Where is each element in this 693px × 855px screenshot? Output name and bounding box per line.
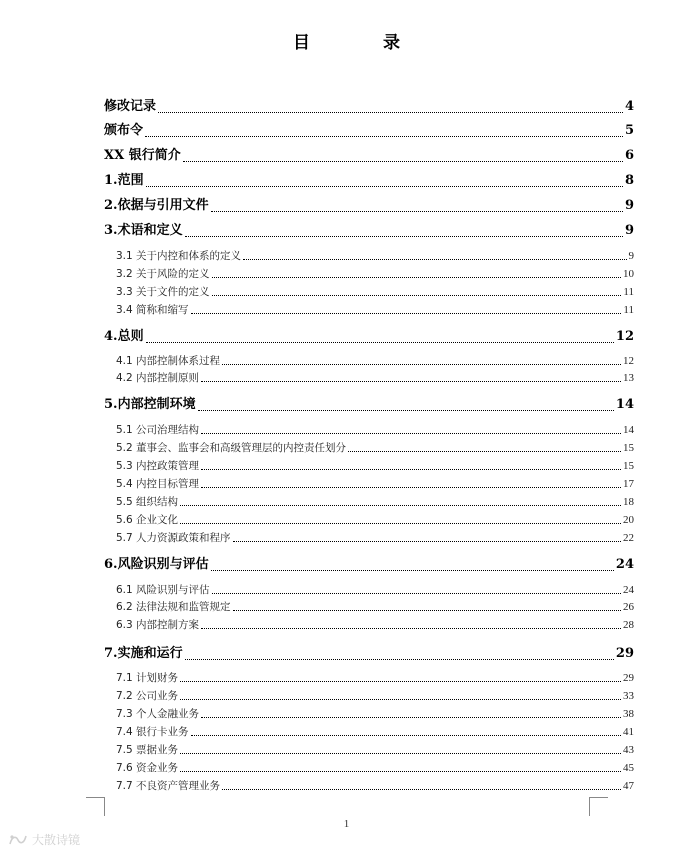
toc-entry-title: 6.2 法律法规和监管规定 <box>116 601 231 613</box>
toc-dot-leader <box>212 592 621 594</box>
toc-chapter-entry[interactable] <box>104 556 634 574</box>
page-corner-mark-right <box>589 797 608 816</box>
toc-chapter-entry[interactable] <box>104 328 634 346</box>
toc-entry-page: 29 <box>623 672 634 684</box>
toc-entry-page: 10 <box>623 268 634 280</box>
toc-section-entry[interactable] <box>116 513 634 527</box>
toc-entry-title: 3.术语和定义 <box>104 223 183 238</box>
toc-entry-page: 38 <box>623 708 634 720</box>
toc-entry-title: 7.1 计划财务 <box>116 672 179 684</box>
toc-entry-title: 修改记录 <box>104 99 157 114</box>
toc-section-entry[interactable] <box>116 267 634 281</box>
toc-entry-page: 20 <box>623 514 634 526</box>
toc-entry-page: 47 <box>623 780 634 792</box>
toc-dot-leader <box>180 504 621 506</box>
toc-dot-leader <box>185 658 614 660</box>
toc-entry-page: 43 <box>623 744 634 756</box>
toc-dot-leader <box>185 235 623 237</box>
toc-entry-title: 4.总则 <box>104 329 144 344</box>
toc-entry-page: 24 <box>623 584 634 596</box>
toc-dot-leader <box>146 185 623 187</box>
toc-section-entry[interactable] <box>116 707 634 721</box>
toc-entry-page: 5 <box>624 123 634 138</box>
toc-section-entry[interactable] <box>116 441 634 455</box>
toc-entry-title: 3.1 关于内控和体系的定义 <box>116 250 242 262</box>
toc-entry-page: 14 <box>623 424 634 436</box>
toc-dot-leader <box>201 627 621 629</box>
toc-dot-leader <box>201 432 621 434</box>
toc-entry-title: 5.7 人力资源政策和程序 <box>116 532 231 544</box>
toc-chapter-entry[interactable] <box>104 197 634 215</box>
toc-entry-title: 7.6 资金业务 <box>116 762 179 774</box>
toc-entry-title: 5.4 内控目标管理 <box>116 478 200 490</box>
toc-entry-page: 17 <box>623 478 634 490</box>
toc-dot-leader <box>158 111 623 113</box>
toc-entry-page: 45 <box>623 762 634 774</box>
toc-entry-title: 7.7 不良资产管理业务 <box>116 780 221 792</box>
toc-section-entry[interactable] <box>116 671 634 685</box>
toc-dot-leader <box>222 363 621 365</box>
toc-entry-page: 15 <box>623 442 634 454</box>
toc-section-entry[interactable] <box>116 761 634 775</box>
toc-section-entry[interactable] <box>116 459 634 473</box>
toc-dot-leader <box>243 258 626 260</box>
toc-dot-leader <box>191 312 622 314</box>
toc-dot-leader <box>183 160 623 162</box>
toc-entry-page: 15 <box>623 460 634 472</box>
page-title: 目 录 <box>293 33 428 53</box>
toc-entry-title: 4.2 内部控制原则 <box>116 372 200 384</box>
toc-dot-leader <box>146 341 614 343</box>
toc-entry-title: 1.范围 <box>104 173 144 188</box>
toc-chapter-entry[interactable] <box>104 222 634 240</box>
toc-entry-title: 6.风险识别与评估 <box>104 557 209 572</box>
toc-dot-leader <box>211 569 614 571</box>
toc-section-entry[interactable] <box>116 618 634 632</box>
toc-entry-page: 12 <box>623 355 634 367</box>
toc-entry-title: 颁布令 <box>104 123 144 138</box>
toc-dot-leader <box>180 770 621 772</box>
toc-entry-page: 18 <box>623 496 634 508</box>
toc-entry-page: 8 <box>624 173 634 188</box>
toc-entry-page: 13 <box>623 372 634 384</box>
toc-section-entry[interactable] <box>116 285 634 299</box>
toc-entry-title: 5.3 内控政策管理 <box>116 460 200 472</box>
toc-dot-leader <box>180 680 621 682</box>
toc-dot-leader <box>201 716 621 718</box>
toc-section-entry[interactable] <box>116 423 634 437</box>
toc-entry-page: 6 <box>624 148 634 163</box>
toc-dot-leader <box>180 752 621 754</box>
toc-entry-title: 7.4 银行卡业务 <box>116 726 189 738</box>
toc-chapter-entry[interactable] <box>104 147 634 165</box>
toc-dot-leader <box>201 380 621 382</box>
toc-entry-page: 12 <box>615 329 634 344</box>
toc-entry-title: 5.2 董事会、监事会和高级管理层的内控责任划分 <box>116 442 347 454</box>
toc-entry-page: 24 <box>615 557 634 572</box>
toc-section-entry[interactable] <box>116 354 634 368</box>
toc-section-entry[interactable] <box>116 531 634 545</box>
toc-dot-leader <box>212 294 622 296</box>
toc-section-entry[interactable] <box>116 600 634 614</box>
toc-entry-page: 9 <box>624 198 634 213</box>
toc-entry-title: 7.3 个人金融业务 <box>116 708 200 720</box>
toc-chapter-entry[interactable] <box>104 172 634 190</box>
toc-section-entry[interactable] <box>116 725 634 739</box>
toc-entry-page: 11 <box>623 304 634 316</box>
toc-dot-leader <box>233 609 621 611</box>
toc-section-entry[interactable] <box>116 303 634 317</box>
toc-dot-leader <box>191 734 621 736</box>
toc-entry-title: 7.实施和运行 <box>104 646 183 661</box>
toc-entry-page: 33 <box>623 690 634 702</box>
toc-section-entry[interactable] <box>116 689 634 703</box>
page-corner-mark-left <box>86 797 105 816</box>
watermark <box>8 831 80 848</box>
toc-section-entry[interactable] <box>116 495 634 509</box>
toc-dot-leader <box>198 409 614 411</box>
toc-entry-page: 28 <box>623 619 634 631</box>
toc-dot-leader <box>201 468 621 470</box>
toc-entry-title: 5.6 企业文化 <box>116 514 179 526</box>
toc-entry-page: 29 <box>615 646 634 661</box>
toc-entry-page: 22 <box>623 532 634 544</box>
toc-section-entry[interactable] <box>116 371 634 385</box>
toc-dot-leader <box>211 210 623 212</box>
toc-entry-page: 9 <box>628 250 634 262</box>
toc-entry-title: 4.1 内部控制体系过程 <box>116 355 221 367</box>
page-number: 1 <box>343 818 350 830</box>
toc-entry-title: 7.5 票据业务 <box>116 744 179 756</box>
toc-chapter-entry[interactable] <box>104 122 634 140</box>
toc-chapter-entry[interactable] <box>104 645 634 663</box>
toc-entry-page: 9 <box>624 223 634 238</box>
toc-entry-title: 5.内部控制环境 <box>104 397 196 412</box>
watermark-logo-icon <box>8 833 28 847</box>
toc-entry-title: 5.1 公司治理结构 <box>116 424 200 436</box>
toc-dot-leader <box>145 135 623 137</box>
toc-section-entry[interactable] <box>116 583 634 597</box>
toc-section-entry[interactable] <box>116 249 634 263</box>
toc-dot-leader <box>222 788 621 790</box>
toc-section-entry[interactable] <box>116 743 634 757</box>
toc-entry-page: 11 <box>623 286 634 298</box>
toc-section-entry[interactable] <box>116 477 634 491</box>
toc-chapter-entry[interactable] <box>104 396 634 414</box>
toc-dot-leader <box>201 486 621 488</box>
toc-dot-leader <box>180 698 621 700</box>
toc-entry-title: 3.3 关于文件的定义 <box>116 286 210 298</box>
toc-entry-title: 7.2 公司业务 <box>116 690 179 702</box>
toc-entry-page: 41 <box>623 726 634 738</box>
toc-entry-page: 26 <box>623 601 634 613</box>
toc-chapter-entry[interactable] <box>104 98 634 116</box>
toc-entry-page: 4 <box>624 99 634 114</box>
watermark-text: 大散诗镜 <box>32 833 81 847</box>
toc-entry-title: 6.1 风险识别与评估 <box>116 584 210 596</box>
toc-entry-title: 6.3 内部控制方案 <box>116 619 200 631</box>
toc-dot-leader <box>212 276 621 278</box>
toc-entry-title: 3.2 关于风险的定义 <box>116 268 210 280</box>
toc-entry-page: 14 <box>615 397 634 412</box>
toc-dot-leader <box>180 522 621 524</box>
toc-entry-title: XX 银行简介 <box>104 148 181 163</box>
toc-entry-title: 2.依据与引用文件 <box>104 198 209 213</box>
toc-section-entry[interactable] <box>116 779 634 793</box>
toc-entry-title: 3.4 简称和缩写 <box>116 304 189 316</box>
toc-dot-leader <box>233 540 621 542</box>
toc-dot-leader <box>348 450 621 452</box>
toc-entry-title: 5.5 组织结构 <box>116 496 179 508</box>
